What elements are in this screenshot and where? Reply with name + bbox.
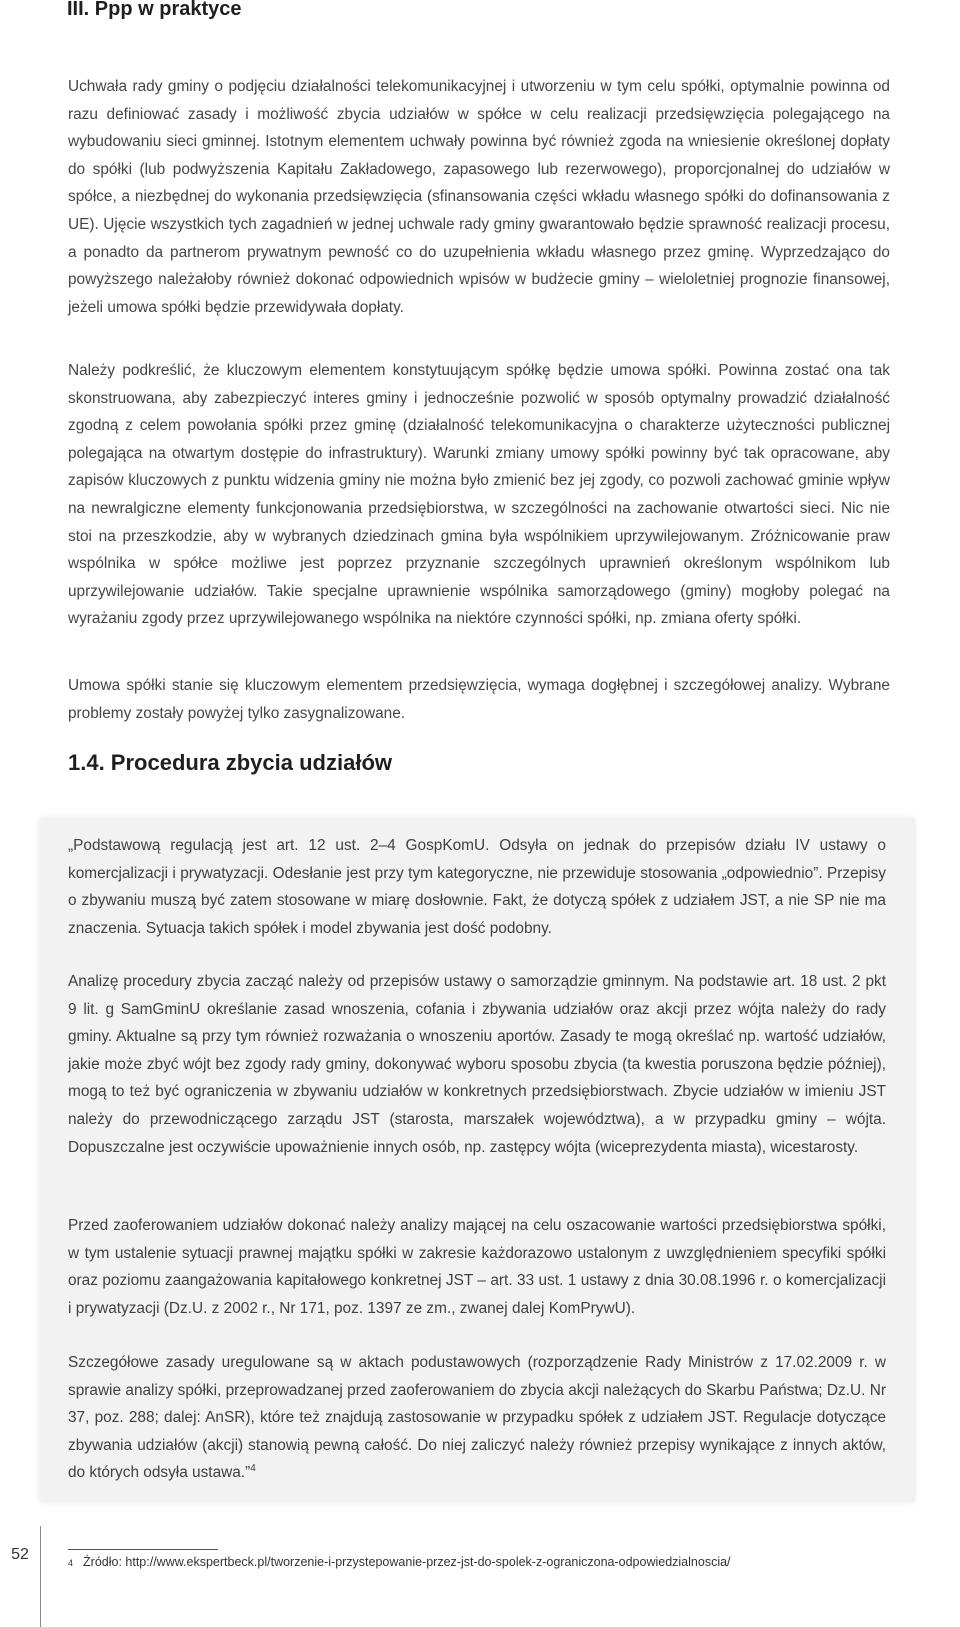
paragraph-summary: Umowa spółki stanie się kluczowym elementem przedsięwzięcia, wymaga dogłębnej i szczegółowej analizy. Wybrane problemy zostały powyżej tylko zasygnalizowane. — [68, 677, 890, 722]
quote-paragraph-2: Analizę procedury zbycia zacząć należy od przepisów ustawy o samorządzie gminnym. Na podstawie art. 18 ust. 2 pkt 9 lit. g SamGminU określanie zasad wnoszenia, cofania i zbywania udziałów oraz akcji przez wójta należy do rady gminy. Aktualne są przy tym również rozważania o wnoszeniu aportów. Zasady te mogą określać np. wartość udziałów, jakie może zbyć wójt bez zgody rady gminy, dokonywać wyboru sposobu zbycia (ta kwestia poruszona będzie później), mogą to też być ograniczenia w zbywaniu udziałów w konkretnych przedsiębiorstwach. Zbycie udziałów w imieniu JST należy do przewodniczącego zarządu JST (starosta, marszałek województwa), a w przypadku gminy – wójta. Dopuszczalne jest oczywiście upoważnienie innych osób, np. zastępcy wójta (wiceprezydenta miasta), wicestarosty. — [68, 973, 886, 1156]
footnote-text[interactable]: Źródło: http://www.ekspertbeck.pl/tworzenie-i-przystepowanie-przez-jst-do-spolek-z-ograniczona-odpowiedzialnoscia/ — [83, 1555, 731, 1569]
footnote — [68, 1553, 731, 1571]
quote-paragraph-1: „Podstawową regulacją jest art. 12 ust. 2–4 GospKomU. Odsyła on jednak do przepisów działu IV ustawy o komercjalizacji i prywatyzacji. Odesłanie jest przy tym kategoryczne, nie przewiduje stosowania „odpowiednio”. Przepisy o zbywaniu muszą być zatem stosowane w miarę dosłownie. Fakt, że dotyczą spółek z udziałem JST, a nie SP nie ma znaczenia. Sytuacja takich spółek i model zbywania jest dość podobny. — [68, 837, 886, 937]
paragraph-umowa-spolki: Należy podkreślić, że kluczowym elementem konstytuującym spółkę będzie umowa spółki. Powinna zostać ona tak skonstruowana, aby zabezpieczyć interes gminy i jednocześnie pozwolić w sposób optymalny prowadzić działalność zgodną z celem powołania spółki przez gminę (działalność telekomunikacyjna o charakterze użyteczności publicznej polegająca na otwartym dostępie do infrastruktury). Warunki zmiany umowy spółki powinny być tak opracowane, aby zapisów kluczowych z punktu widzenia gminy nie można było zmienić bez jej zgody, co pozwoli zachować gminie wpływ na newralgiczne elementy funkcjonowania przedsiębiorstwa, w szczególności na zachowanie otwartości sieci. Nic nie stoi na przeszkodzie, aby w wybranych dziedzinach gmina była wspólnikiem uprzywilejowanym. Zróżnicowanie praw wspólnika w spółce możliwe jest poprzez przyznanie szczególnych uprawnień określonym wspólnikom lub uprzywilejowanie udziałów. Takie specjalne uprawnienie wspólnika samorządowego (gminy) mogłoby polegać na wyrażaniu zgody przez uprzywilejowanego wspólnika na niektóre czynności spółki, np. zmiana oferty spółki. — [68, 362, 890, 628]
quote-paragraph-4 — [68, 1349, 886, 1487]
footnote-separator — [68, 1549, 218, 1550]
section-heading: 1.4. Procedura zbycia udziałów — [68, 750, 392, 775]
quote-paragraph-3: Przed zaoferowaniem udziałów dokonać należy analizy mającej na celu oszacowanie wartości przedsiębiorstwa spółki, w tym ustalenie sytuacji prawnej majątku spółki w zakresie każdorazowo ustalonym z uwzględnieniem specyfiki spółki oraz poziomu zaangażowania kapitałowego konkretnej JST – art. 33 ust. 1 ustawy z dnia 30.08.1996 r. o komercjalizacji i prywatyzacji (Dz.U. z 2002 r., Nr 171, poz. 1397 ze zm., zwanej dalej KomPrywU). — [68, 1217, 886, 1317]
page-margin-rule — [40, 1526, 41, 1627]
chapter-title: III. Ppp w praktyce — [67, 0, 242, 20]
quote-paragraph-4-text: Szczegółowe zasady uregulowane są w aktach podustawowych (rozporządzenie Rady Ministrów z 17.02.2009 r. w sprawie analizy spółki, przeprowadzanej przed zaoferowaniem do zbycia akcji należących do Skarbu Państwa; Dz.U. Nr 37, poz. 288; dalej: AnSR), które też znajdują zastosowanie w przypadku spółek z udziałem JST. Regulacje dotyczące zbywania udziałów (akcji) stanowią pewną całość. Do niej zaliczyć należy również przepisy wynikające z innych aktów, do których odsyła ustawa.” — [68, 1354, 886, 1482]
footnote-reference[interactable]: 4 — [250, 1463, 256, 1475]
page-number: 52 — [11, 1546, 29, 1563]
paragraph-uchwala: Uchwała rady gminy o podjęciu działalności telekomunikacyjnej i utworzeniu w tym celu spółki, optymalnie powinna od razu definiować zasady i możliwość zbycia udziałów w spółce w celu realizacji przedsięwzięcia polegającego na wybudowaniu sieci gminnej. Istotnym elementem uchwały powinna być również zgoda na wniesienie określonej dopłaty do spółki (lub podwyższenia Kapitału Zakładowego, zapasowego lub rezerwowego), proporcjonalnej do udziałów w spółce, a niezbędnej do wykonania przedsięwzięcia (sfinansowania części wkładu własnego spółki do dofinansowania z UE). Ujęcie wszystkich tych zagadnień w jednej uchwale rady gminy gwarantowało będzie sprawność realizacji procesu, a ponadto da partnerom prywatnym pewność co do uzupełnienia wkładu własnego przez gminę. Wyprzedzająco do powyższego należałoby również dokonać odpowiednich wpisów w budżecie gminy – wieloletniej prognozie finansowej, jeżeli umowa spółki będzie przewidywała dopłaty. — [68, 78, 890, 316]
footnote-number: 4 — [68, 1558, 74, 1568]
